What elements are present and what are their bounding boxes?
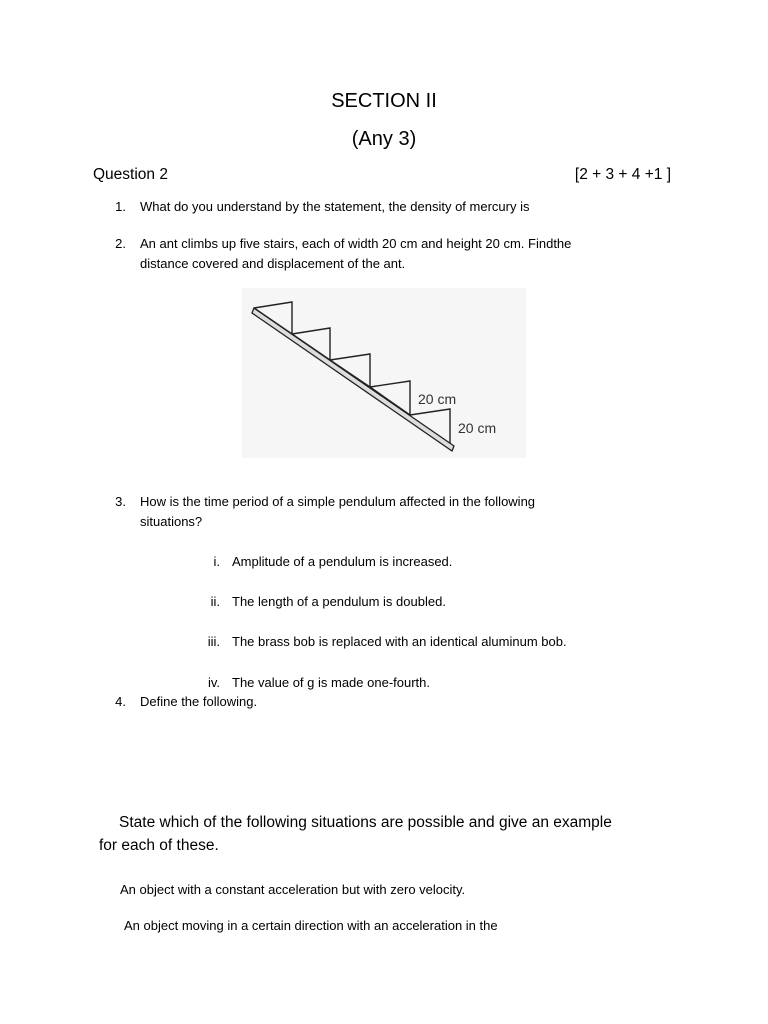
question-title: Question 2 (93, 166, 168, 183)
item-number: 4. (115, 694, 126, 709)
section-instruction: (Any 3) (351, 128, 417, 150)
width-label: 20 cm (418, 391, 457, 407)
item-text: What do you understand by the statement, the density of mercury is (140, 199, 530, 214)
sub-item-number: i. (213, 554, 220, 569)
sub-item-text: The length of a pendulum is doubled. (232, 594, 446, 609)
sub-item-number: iv. (207, 675, 220, 690)
section-title: SECTION II (331, 90, 437, 112)
sub-item-number: iii. (207, 634, 220, 649)
staircase-incline (252, 308, 457, 451)
situations-prompt: State which of the following situations are possible and give an example (119, 814, 612, 831)
question-marks: [2 + 3 + 4 +1 ] (574, 166, 671, 183)
item-text-continued: distance covered and displacement of the ant. (140, 256, 406, 271)
staircase-diagram (242, 288, 526, 458)
item-text: An ant climbs up five stairs, each of width 20 cm and height 20 cm. Findthe (140, 236, 572, 251)
situation-1: An object with a constant acceleration but with zero velocity. (120, 882, 466, 897)
item-number: 2. (115, 236, 126, 251)
item-text: Define the following. (140, 694, 258, 709)
sub-item-text: The value of g is made one-fourth. (232, 675, 431, 690)
sub-item-text: Amplitude of a pendulum is increased. (232, 554, 453, 569)
staircase-figure (242, 288, 526, 458)
situation-2: An object moving in a certain direction with an acceleration in the (124, 918, 498, 933)
item-number: 3. (115, 494, 126, 509)
item-number: 1. (115, 199, 126, 214)
situations-prompt-continued: for each of these. (99, 837, 219, 854)
item-text: How is the time period of a simple pendulum affected in the following (140, 494, 536, 509)
sub-item-number: ii. (210, 594, 220, 609)
height-label: 20 cm (458, 420, 497, 436)
item-text-continued: situations? (140, 514, 203, 529)
sub-item-text: The brass bob is replaced with an identical aluminum bob. (232, 634, 567, 649)
